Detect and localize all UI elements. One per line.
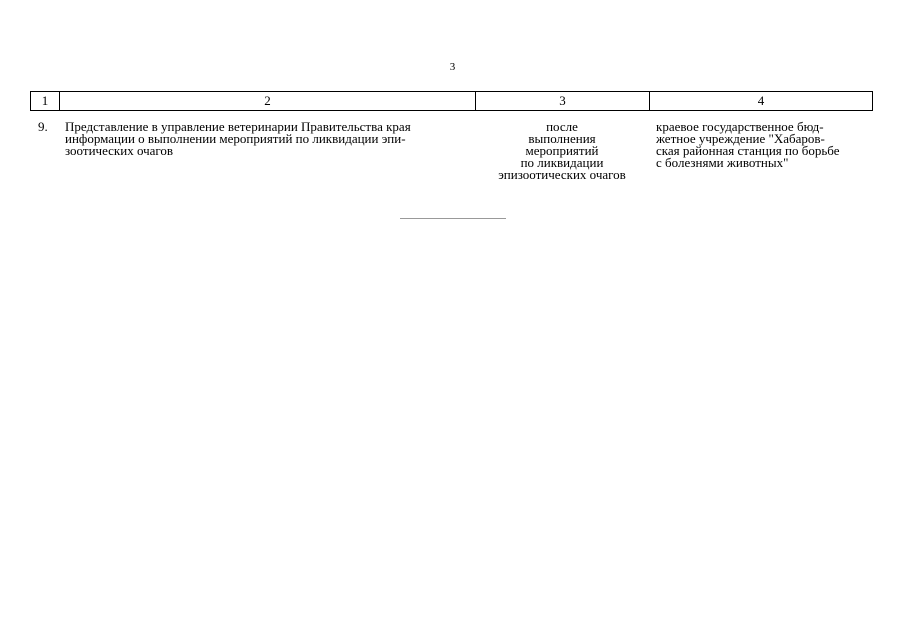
description-line: зоотических очагов (65, 143, 174, 158)
deadline-line: после (546, 119, 578, 134)
responsible-line: ская районная станция по борьбе (656, 143, 840, 158)
header-col-2: 2 (60, 92, 476, 111)
end-separator-line (400, 218, 506, 219)
deadline-line: эпизоотических очагов (498, 167, 626, 182)
header-col-3: 3 (476, 92, 650, 111)
deadline-line: по ликвидации (520, 155, 604, 170)
header-row (31, 92, 873, 111)
responsible-line: с болезнями животных" (656, 155, 789, 170)
task-responsible (656, 121, 870, 169)
page-number: 3 (449, 61, 456, 73)
deadline-line: выполнения (528, 131, 596, 146)
row-number: 9. (38, 119, 48, 134)
responsible-line: краевое государственное бюд- (656, 119, 824, 134)
header-col-4: 4 (650, 92, 873, 111)
task-deadline (476, 121, 648, 181)
responsible-line: жетное учреждение "Хабаров- (656, 131, 825, 146)
description-line: Представление в управление ветеринарии Правительства края (65, 119, 411, 134)
deadline-line: мероприятий (525, 143, 599, 158)
header-col-1: 1 (31, 92, 60, 111)
task-description (65, 121, 475, 157)
column-number-header (30, 91, 873, 111)
description-line: информации о выполнении мероприятий по ликвидации эпи- (65, 131, 406, 146)
